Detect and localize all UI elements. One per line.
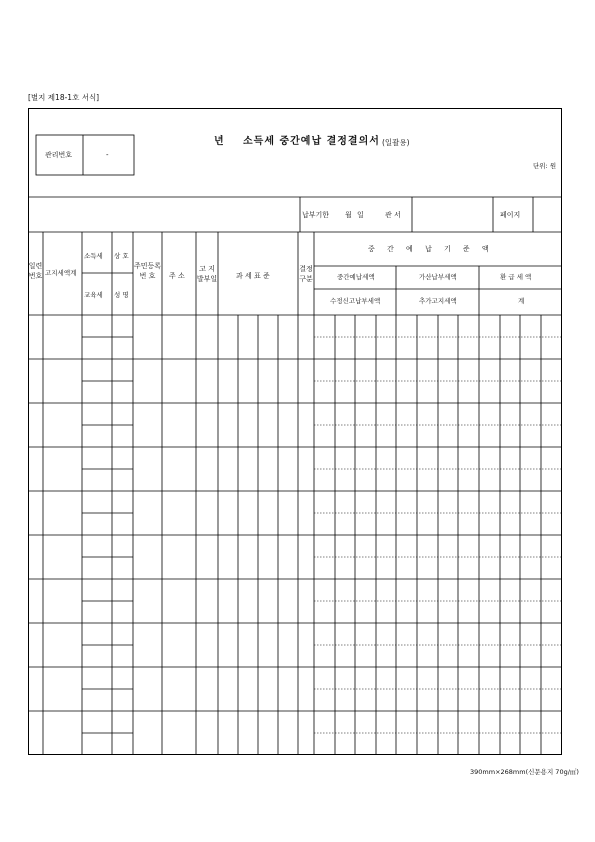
header-education-tax: 교육세 bbox=[84, 291, 103, 299]
header-decision-type: 결정 구분 bbox=[299, 265, 313, 284]
mgmt-label: 관리번호 bbox=[45, 151, 73, 159]
due-month-label: 월 bbox=[345, 211, 352, 219]
header-notice-date: 고 지 발부일 bbox=[196, 265, 218, 284]
header-serial-number: 일련 번호 bbox=[28, 262, 43, 281]
header-additional-notice: 추가고지세액 bbox=[419, 297, 457, 305]
header-additional-payment: 가산납부세액 bbox=[419, 273, 457, 281]
due-date-label: 납부기한 bbox=[302, 211, 330, 219]
form-number-label: [별지 제18-1호 서식] bbox=[28, 93, 100, 102]
header-interim-prepayment: 중간예납세액 bbox=[337, 273, 375, 281]
due-day-label: 일 bbox=[357, 211, 364, 219]
header-tax-total: 고지세액계 bbox=[45, 269, 77, 277]
header-name: 성 명 bbox=[114, 291, 129, 299]
mgmt-value: - bbox=[106, 151, 109, 159]
title-year-suffix: 년 bbox=[214, 136, 224, 147]
header-resident-number: 주민등록 번 호 bbox=[133, 262, 162, 281]
paper-spec-note: 390mm×268mm(신문용지 70g/㎡) bbox=[470, 768, 579, 776]
page-title: 소득세 중간예납 결정결의서 bbox=[243, 136, 380, 147]
page-subtitle: (일괄용) bbox=[382, 138, 410, 147]
page-number-label: 페이지 bbox=[500, 211, 521, 219]
header-income-tax: 소득세 bbox=[84, 252, 103, 260]
header-refund: 환 급 세 액 bbox=[500, 273, 532, 281]
header-tax-base: 과 세 표 준 bbox=[236, 272, 270, 280]
office-label: 관 서 bbox=[385, 211, 401, 219]
header-total: 계 bbox=[518, 297, 525, 305]
header-interim-base-group: 중 간 예 납 기 준 액 bbox=[368, 245, 494, 253]
unit-label: 단위: 원 bbox=[533, 162, 557, 170]
header-address: 주 소 bbox=[169, 272, 185, 280]
header-trade-name: 상 호 bbox=[114, 252, 129, 260]
header-amended-payment: 수정신고납부세액 bbox=[330, 297, 381, 305]
